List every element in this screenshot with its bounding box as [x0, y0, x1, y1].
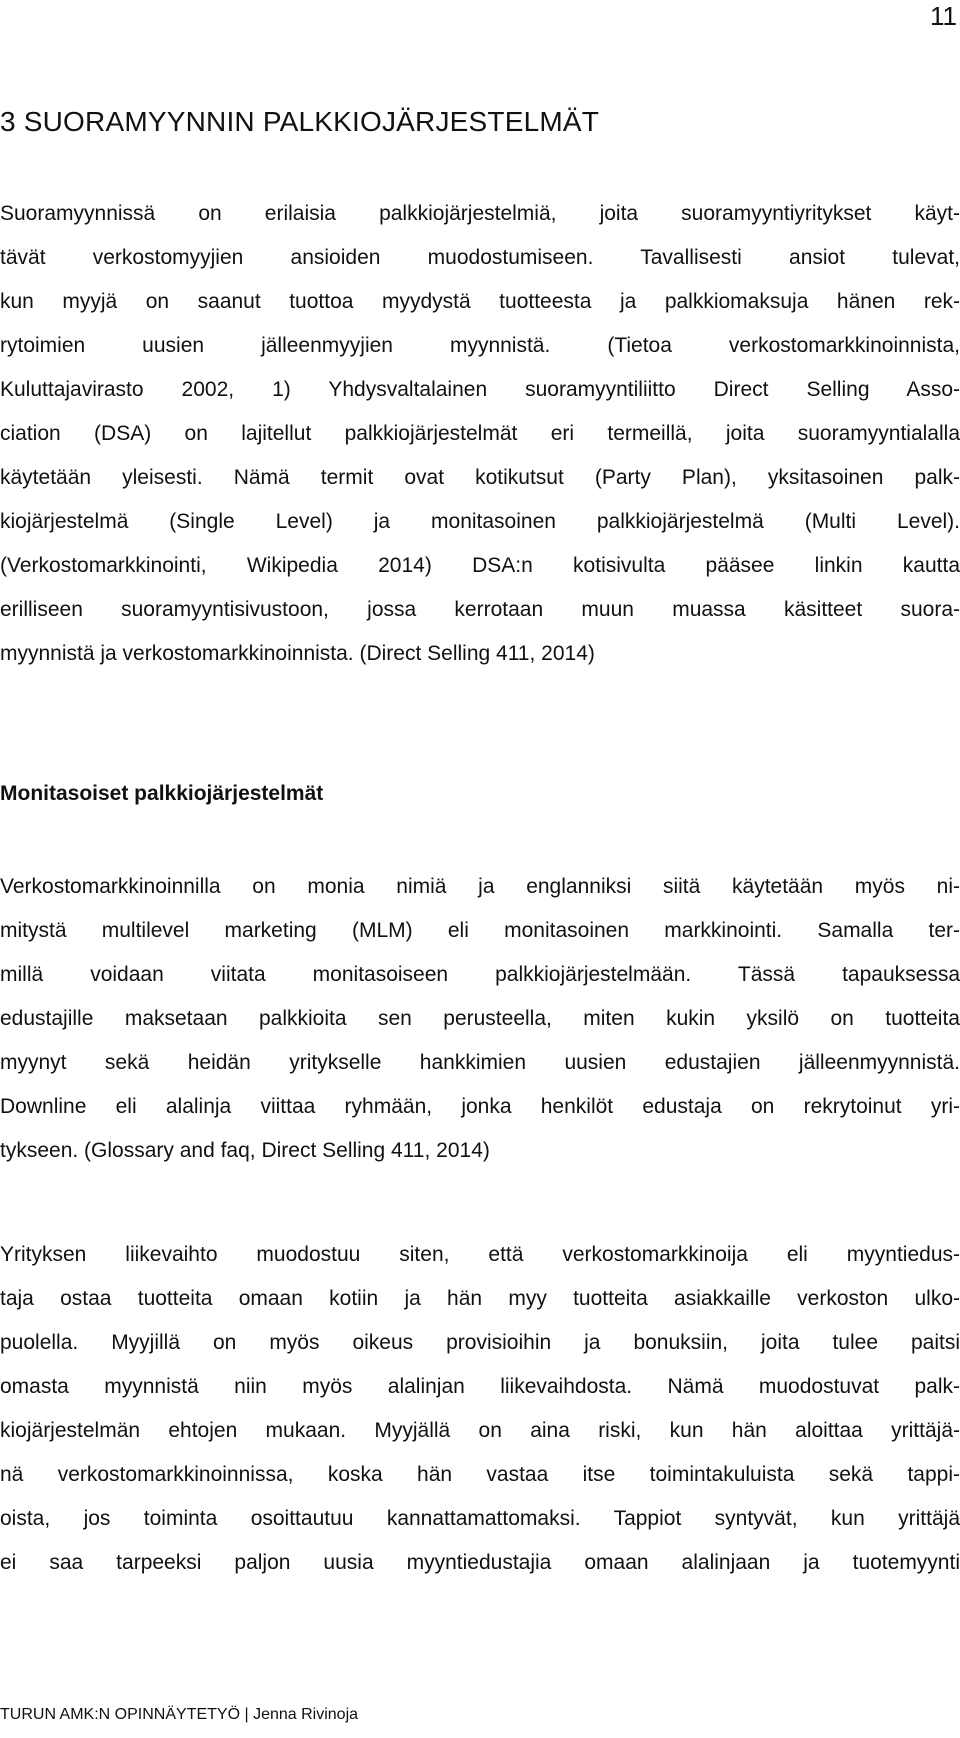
page-number: 11 — [930, 1, 957, 31]
paragraph-line: taja ostaa tuotteita omaan kotiin ja hän myy tuotteita asiakkaille verkoston ulko- — [0, 1287, 960, 1310]
paragraph-line: Suoramyynnissä on erilaisia palkkiojärjestelmiä, joita suoramyyntiyritykset käyt- — [0, 202, 960, 225]
paragraph-line: Downline eli alalinja viittaa ryhmään, jonka henkilöt edustaja on rekrytoinut yri- — [0, 1095, 960, 1118]
paragraph-line: rytoimien uusien jälleenmyyjien myynnistä. (Tietoa verkostomarkkinoinnista, — [0, 334, 960, 357]
paragraph-line: Verkostomarkkinoinnilla on monia nimiä ja englanniksi siitä käytetään myös ni- — [0, 875, 960, 898]
paragraph-line: myynnistä ja verkostomarkkinoinnista. (Direct Selling 411, 2014) — [0, 642, 595, 665]
section-heading: Monitasoiset palkkiojärjestelmät — [0, 782, 324, 805]
paragraph-line: kun myyjä on saanut tuottoa myydystä tuotteesta ja palkkiomaksuja hänen rek- — [0, 290, 960, 313]
paragraph-line: tykseen. (Glossary and faq, Direct Selling 411, 2014) — [0, 1139, 490, 1162]
paragraph-line: edustajille maksetaan palkkioita sen perusteella, miten kukin yksilö on tuotteita — [0, 1007, 960, 1030]
paragraph-line: käytetään yleisesti. Nämä termit ovat kotikutsut (Party Plan), yksitasoinen palk- — [0, 466, 960, 489]
paragraph-line: millä voidaan viitata monitasoiseen palkkiojärjestelmään. Tässä tapauksessa — [0, 963, 960, 986]
paragraph-line: ciation (DSA) on lajitellut palkkiojärjestelmät eri termeillä, joita suoramyyntialalla — [0, 422, 960, 445]
paragraph-line: kiojärjestelmän ehtojen mukaan. Myyjällä on aina riski, kun hän aloittaa yrittäjä- — [0, 1419, 960, 1442]
paragraph-line: erilliseen suoramyyntisivustoon, jossa kerrotaan muun muassa käsitteet suora- — [0, 598, 960, 621]
paragraph-line: kiojärjestelmä (Single Level) ja monitasoinen palkkiojärjestelmä (Multi Level). — [0, 510, 960, 533]
paragraph-line: (Verkostomarkkinointi, Wikipedia 2014) DSA:n kotisivulta pääsee linkin kautta — [0, 554, 960, 577]
page-footer: TURUN AMK:N OPINNÄYTETYÖ | Jenna Rivinoja — [0, 1706, 359, 1723]
paragraph-line: omasta myynnistä niin myös alalinjan liikevaihdosta. Nämä muodostuvat palk- — [0, 1375, 960, 1398]
paragraph-line: Kuluttajavirasto 2002, 1) Yhdysvaltalainen suoramyyntiliitto Direct Selling Asso- — [0, 378, 960, 401]
paragraph-line: nä verkostomarkkinoinnissa, koska hän vastaa itse toimintakuluista sekä tappi- — [0, 1463, 960, 1486]
paragraph-line: ei saa tarpeeksi paljon uusia myyntiedustajia omaan alalinjaan ja tuotemyynti — [0, 1551, 960, 1574]
paragraph-line: puolella. Myyjillä on myös oikeus provisioihin ja bonuksiin, joita tulee paitsi — [0, 1331, 960, 1354]
chapter-heading: 3 SUORAMYYNNIN PALKKIOJÄRJESTELMÄT — [0, 106, 600, 137]
paragraph-line: mitystä multilevel marketing (MLM) eli monitasoinen markkinointi. Samalla ter- — [0, 919, 960, 942]
paragraph-line: oista, jos toiminta osoittautuu kannattamattomaksi. Tappiot syntyvät, kun yrittäjä — [0, 1507, 960, 1530]
paragraph-line: tävät verkostomyyjien ansioiden muodostumiseen. Tavallisesti ansiot tulevat, — [0, 246, 960, 269]
paragraph-line: myynyt sekä heidän yritykselle hankkimien uusien edustajien jälleenmyynnistä. — [0, 1051, 960, 1074]
paragraph-line: Yrityksen liikevaihto muodostuu siten, että verkostomarkkinoija eli myyntiedus- — [0, 1243, 960, 1266]
